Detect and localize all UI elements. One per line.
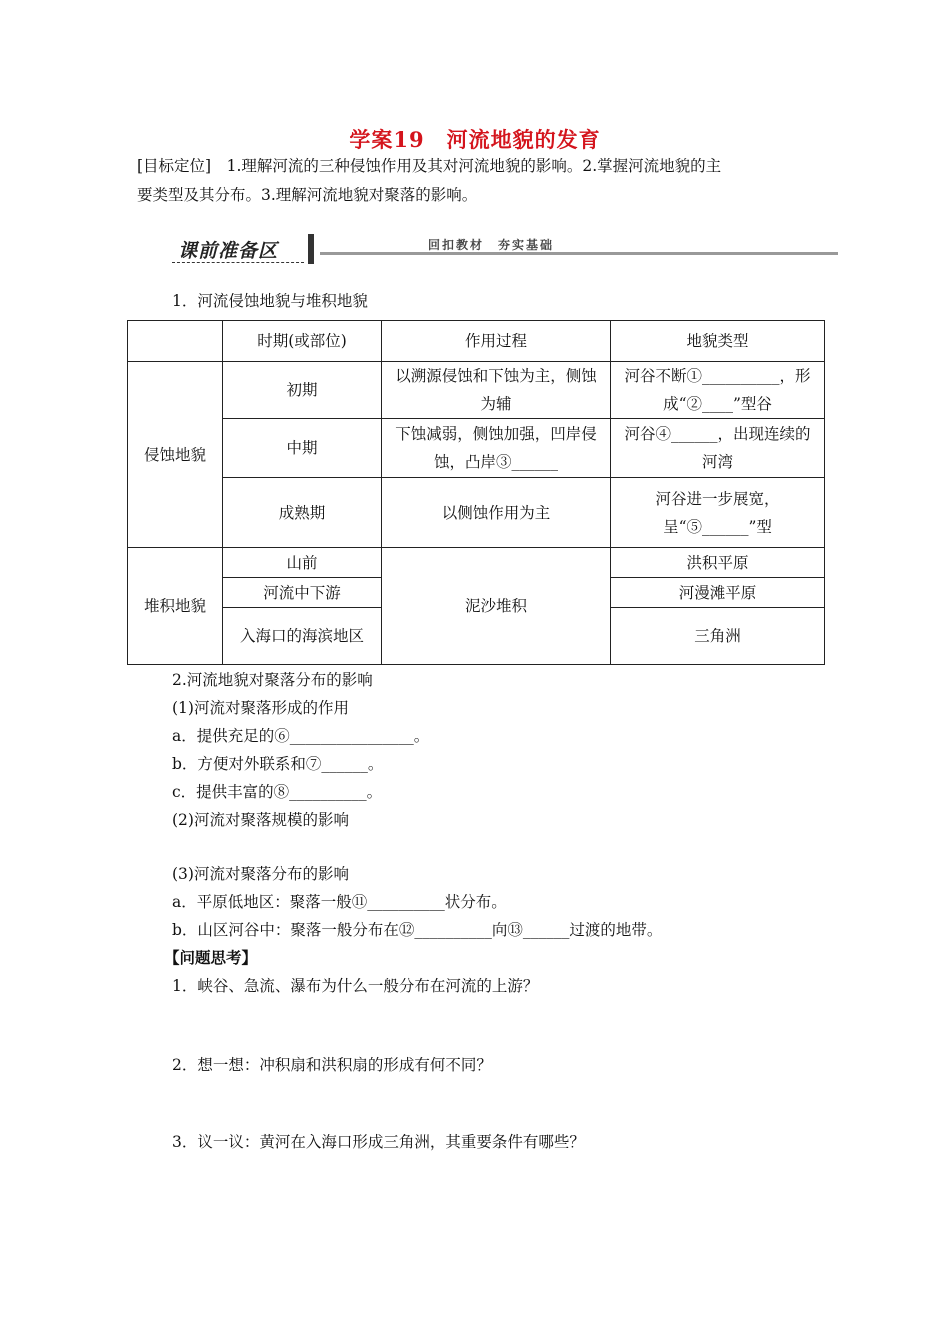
section-1-title: 1．河流侵蚀地貌与堆积地貌 [172, 292, 368, 310]
page-title: 学案19 河流地貌的发育 [349, 127, 601, 152]
erosion-label-cell: 侵蚀地貌 [128, 362, 223, 548]
learning-goals [137, 152, 817, 210]
questions-header: 【问题思考】 [164, 948, 258, 967]
section-2-sub-1: (1)河流对聚落形成的作用 [172, 699, 349, 717]
table-header-cell: 时期(或部位) [223, 321, 382, 362]
table-header-cell: 地貌类型 [611, 321, 825, 362]
place-cell: 山前 [223, 548, 382, 578]
section-2-item-b3: b．山区河谷中：聚落一般分布在⑫__________向⑬______过渡的地带。 [172, 921, 663, 939]
section-2-sub-3: (3)河流对聚落分布的影响 [172, 865, 349, 883]
place-cell: 河流中下游 [223, 578, 382, 608]
goals-line-1: [目标定位] 1.理解河流的三种侵蚀作用及其对河流地貌的影响。2.掌握河流地貌的主 [137, 157, 722, 175]
landform-cell: 洪积平原 [611, 548, 825, 578]
section-2-sub-2: (2)河流对聚落规模的影响 [172, 811, 349, 829]
process-cell: 以溯源侵蚀和下蚀为主，侧蚀为辅 [382, 362, 611, 419]
goals-line-2: 要类型及其分布。3.理解河流地貌对聚落的影响。 [137, 186, 478, 204]
table-header-row [128, 321, 825, 362]
period-cell: 初期 [223, 362, 382, 419]
section-2-item-c: c．提供丰富的⑧__________。 [172, 783, 383, 801]
period-cell: 成熟期 [223, 478, 382, 548]
process-cell: 以侧蚀作用为主 [382, 478, 611, 548]
table-row [128, 419, 825, 478]
table-row [128, 548, 825, 578]
table-header-cell [128, 321, 223, 362]
landform-cell: 河谷进一步展宽，呈“⑤______”型 [611, 478, 825, 548]
question-3: 3．议一议：黄河在入海口形成三角洲，其重要条件有哪些？ [172, 1133, 585, 1151]
section-2-item-a3: a．平原低地区：聚落一般⑪__________状分布。 [172, 893, 507, 911]
table-header-cell: 作用过程 [382, 321, 611, 362]
landform-cell: 三角洲 [611, 608, 825, 665]
section-2-item-a: a．提供充足的⑥________________。 [172, 727, 430, 745]
table-row [128, 478, 825, 548]
section-banner [172, 232, 838, 266]
period-cell: 中期 [223, 419, 382, 478]
section-2-title: 2.河流地貌对聚落分布的影响 [172, 671, 373, 689]
table-row [128, 362, 825, 419]
banner-bar [308, 234, 314, 264]
place-cell: 入海口的海滨地区 [223, 608, 382, 665]
banner-label: 课前准备区 [178, 240, 279, 262]
section-2-item-b: b．方便对外联系和⑦______。 [172, 755, 384, 773]
banner-subtitle: 回扣教材 夯实基础 [428, 238, 555, 252]
deposition-process-cell: 泥沙堆积 [382, 548, 611, 665]
process-cell: 下蚀减弱，侧蚀加强，凹岸侵蚀，凸岸③______ [382, 419, 611, 478]
landform-cell: 河谷不断①__________，形成“②____”型谷 [611, 362, 825, 419]
landform-cell: 河漫滩平原 [611, 578, 825, 608]
landform-cell: 河谷④______，出现连续的河湾 [611, 419, 825, 478]
banner-rule [320, 252, 838, 255]
landform-table [127, 320, 825, 665]
question-1: 1．峡谷、急流、瀑布为什么一般分布在河流的上游？ [172, 977, 539, 995]
deposition-label-cell: 堆积地貌 [128, 548, 223, 665]
banner-underline [172, 262, 304, 263]
banner-box [172, 232, 312, 264]
question-2: 2．想一想：冲积扇和洪积扇的形成有何不同？ [172, 1056, 492, 1074]
